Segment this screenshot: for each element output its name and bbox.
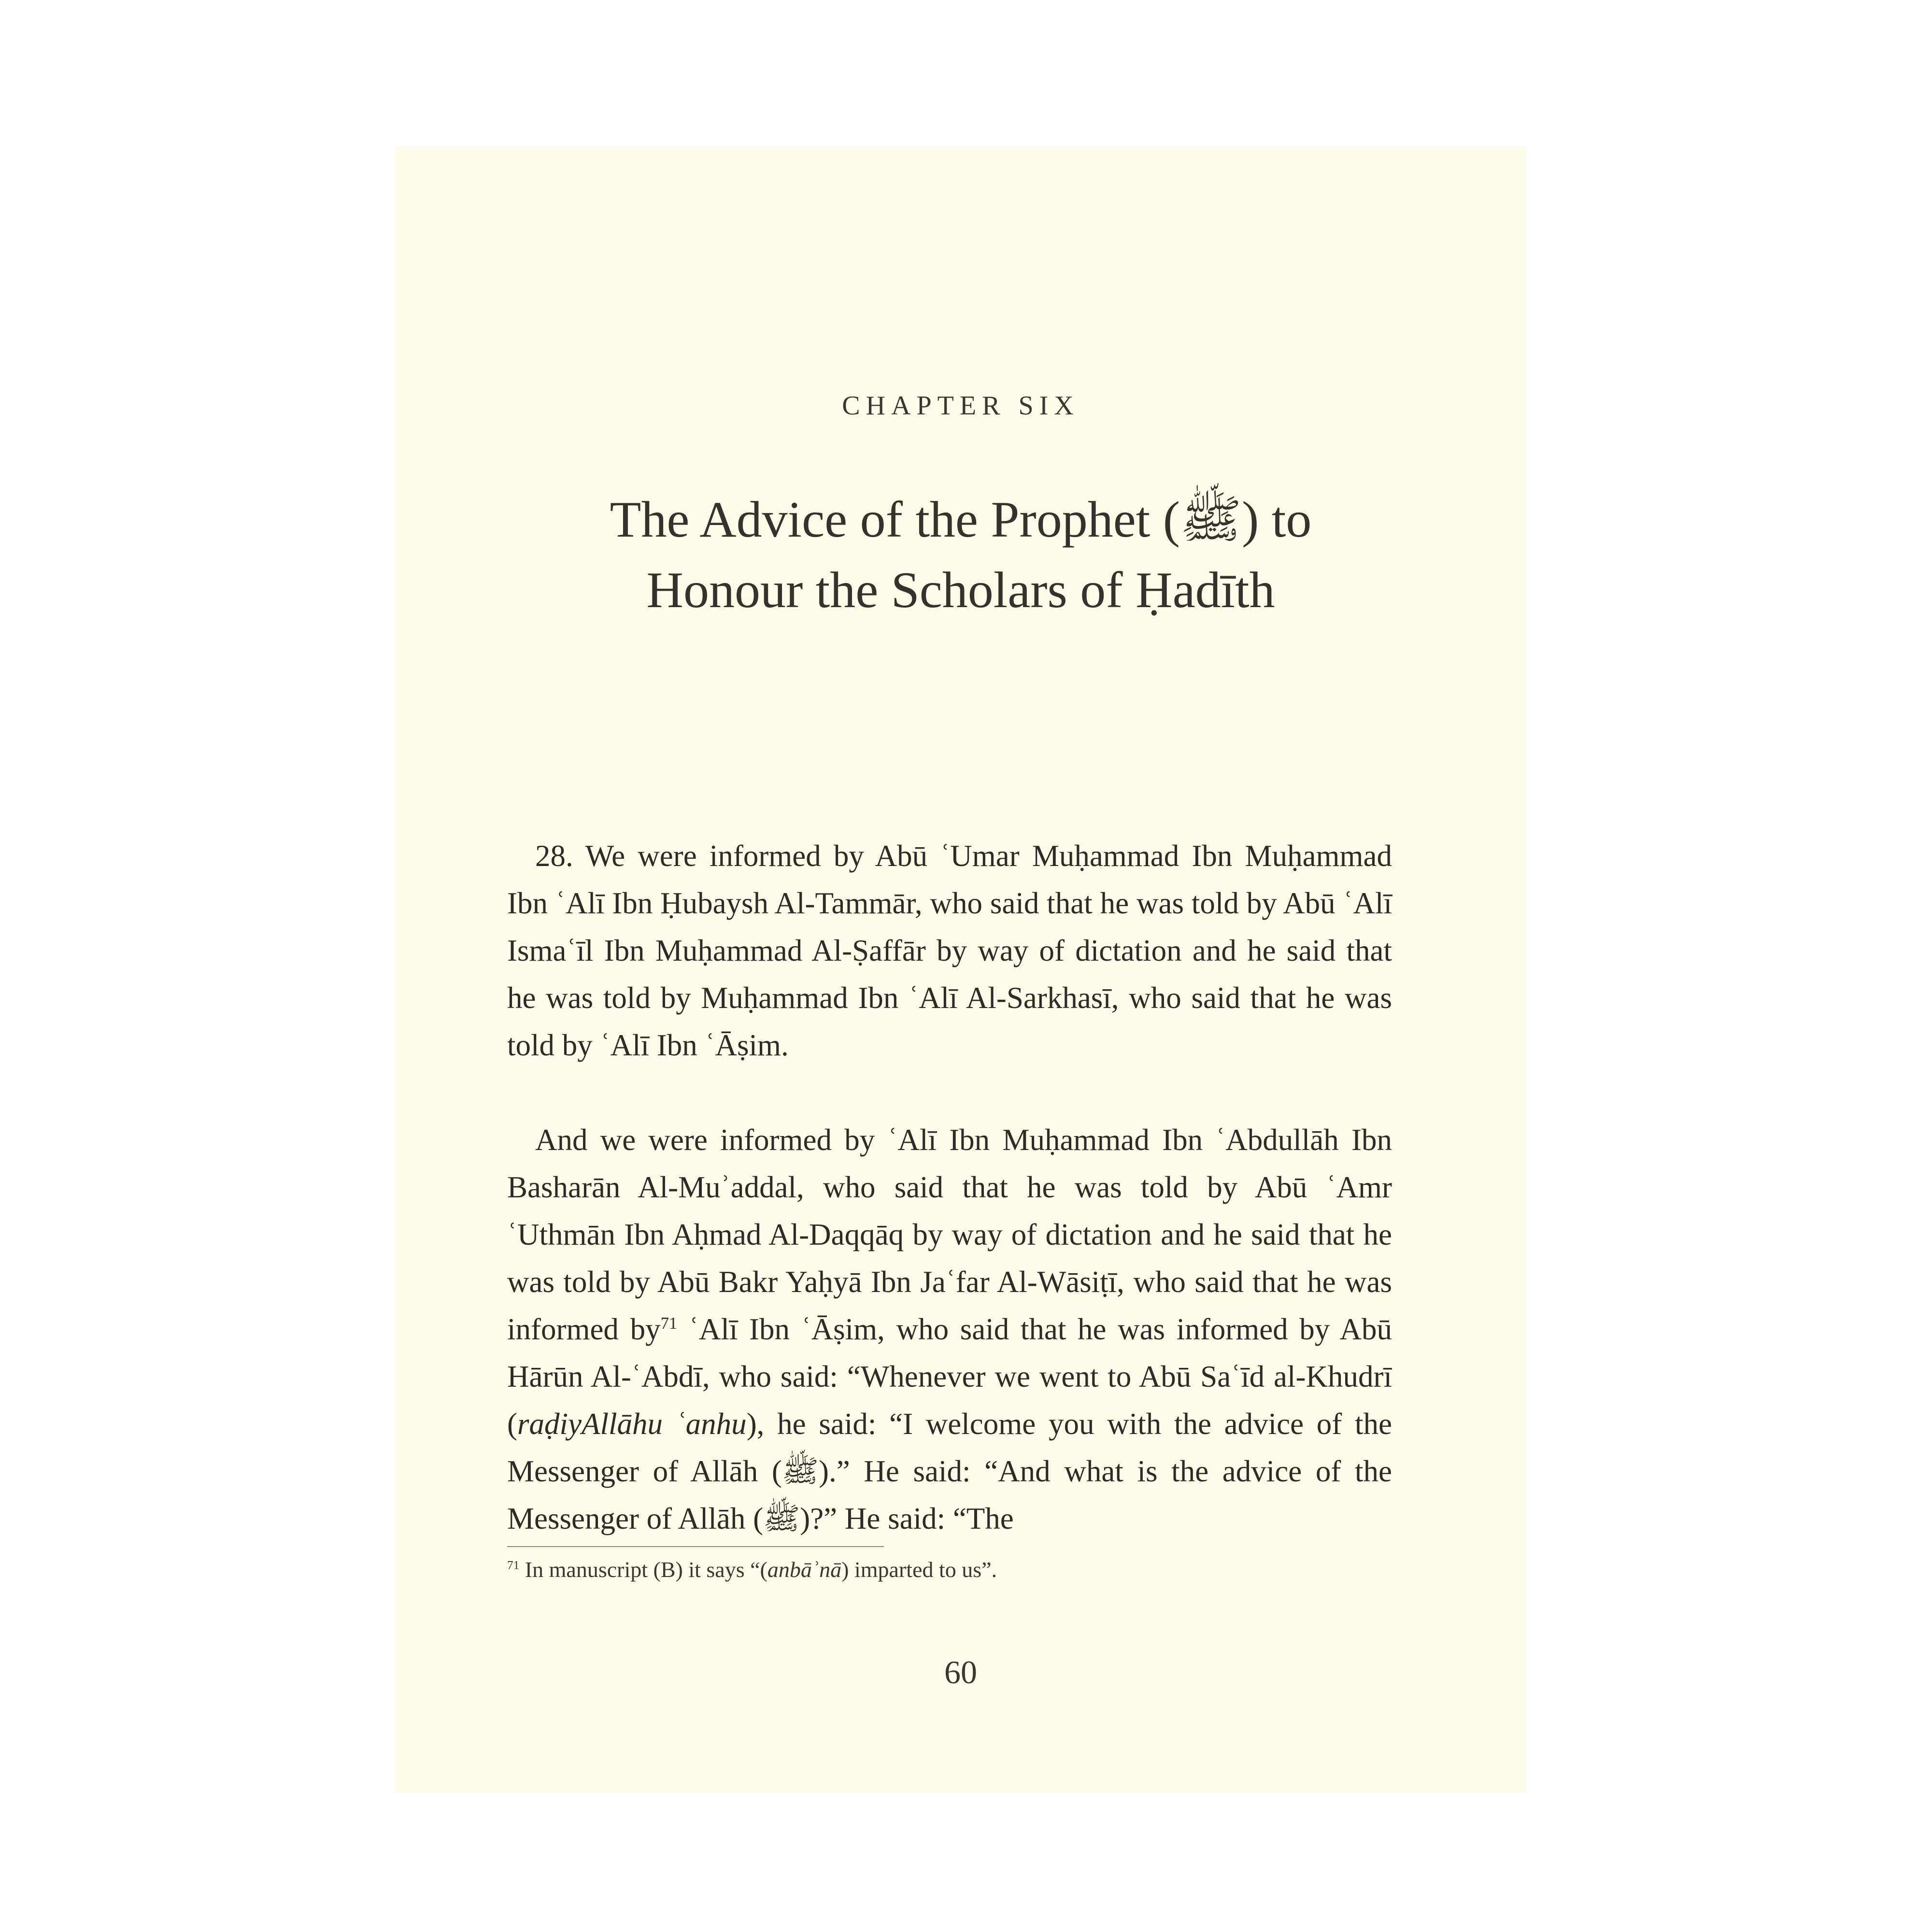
footnote-text-part-a: In manuscript (B) it says “( <box>519 1557 767 1582</box>
paragraph-italic-phrase: raḍiyAllāhu ʿanhu <box>517 1407 747 1441</box>
footnote-divider <box>507 1546 884 1547</box>
book-page <box>395 146 1526 1793</box>
paragraph-text-part-b: ʿAlī Ibn ʿĀṣim, who said that he was informed by Abū Hārūn Al-ʿAbdī, who said: “Whenever we went to Abū Saʿīd al-Khudrī ( <box>507 1312 1392 1441</box>
footnote-text-part-b: ) imparted to us”. <box>841 1557 997 1582</box>
footnote-italic: anbāʾnā <box>767 1557 842 1582</box>
paragraph-text-part-a: And we were informed by ʿAlī Ibn Muḥammad Ibn ʿAbdullāh Ibn Basharān Al-Muʾaddal, who said that he was told by Abū ʿAmr ʿUthmān Ibn Aḥmad Al-Daqqāq by way of dictation and he said that he was told by Abū Bakr Yaḥyā Ibn Jaʿfar Al-Wāsiṭī, who said that he was informed by <box>507 1123 1392 1346</box>
chapter-title-line-1: The Advice of the Prophet (ﷺ) to <box>610 491 1312 548</box>
chapter-title <box>443 484 1478 625</box>
footnote-reference: 71 <box>660 1314 678 1333</box>
page-number: 60 <box>944 1654 977 1690</box>
footnote <box>507 1553 997 1587</box>
chapter-label: CHAPTER SIX <box>842 391 1080 421</box>
paragraph-text-part-c: ), he said: “I welcome you with the advice of the Messenger of Allāh (ﷺ).” He said: “And what is the advice of the Messenger of Allāh (ﷺ)?” He said: “The <box>507 1407 1392 1535</box>
chapter-title-line-2: Honour the Scholars of Ḥadīth <box>646 562 1275 618</box>
footnote-number: 71 <box>507 1558 520 1572</box>
paragraph-continuation <box>507 1116 1392 1542</box>
paragraph-28: 28. We were informed by Abū ʿUmar Muḥammad Ibn Muḥammad Ibn ʿAlī Ibn Ḥubaysh Al-Tammār, who said that he was told by Abū ʿAlī Ismaʿīl Ibn Muḥammad Al-Ṣaffār by way of dictation and he said that he was told by Muḥammad Ibn ʿAlī Al-Sarkhasī, who said that he was told by ʿAlī Ibn ʿĀṣim. <box>507 839 1392 1062</box>
